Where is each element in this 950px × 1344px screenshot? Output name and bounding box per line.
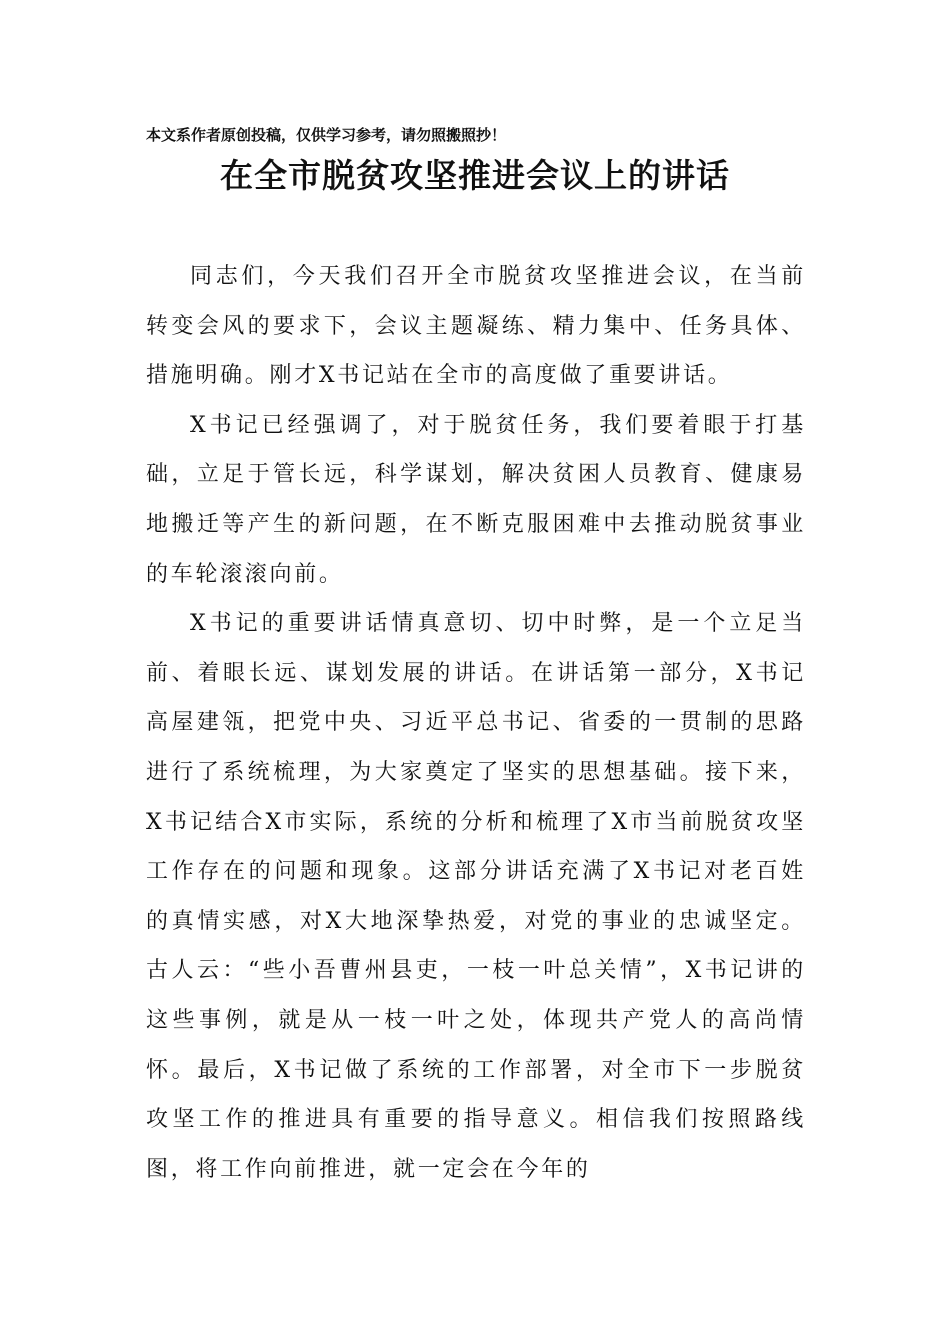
document-body	[146, 252, 806, 1194]
paragraph-1: 同志们，今天我们召开全市脱贫攻坚推进会议，在当前转变会风的要求下，会议主题凝练、精力集中、任务具体、措施明确。刚才X书记站在全市的高度做了重要讲话。	[146, 264, 806, 389]
paragraph-2: X书记已经强调了，对于脱贫任务，我们要着眼于打基础，立足于管长远，科学谋划，解决贫困人员教育、健康易地搬迁等产生的新问题，在不断克服困难中去推动脱贫事业的车轮滚滚向前。	[146, 412, 806, 587]
paragraph-3: X书记的重要讲话情真意切、切中时弊，是一个立足当前、着眼长远、谋划发展的讲话。在讲话第一部分，X书记高屋建瓴，把党中央、习近平总书记、省委的一贯制的思路进行了系统梳理，为大家奠定了坚实的思想基础。接下来，X书记结合X市实际，系统的分析和梳理了X市当前脱贫攻坚工作存在的问题和现象。这部分讲话充满了X书记对老百姓的真情实感，对X大地深挚热爱，对党的事业的忠诚坚定。古人云：“些小吾曹州县吏，一枝一叶总关情”，X书记讲的这些事例，就是从一枝一叶之处，体现共产党人的高尚情怀。最后，X书记做了系统的工作部署，对全市下一步脱贫攻坚工作的推进具有重要的指导意义。相信我们按照路线图，将工作向前推进，就一定会在今年的	[146, 611, 806, 1182]
page-title: 在全市脱贫攻坚推进会议上的讲话	[220, 156, 730, 195]
copyright-notice: 本文系作者原创投稿，仅供学习参考，请勿照搬照抄！	[146, 126, 507, 144]
